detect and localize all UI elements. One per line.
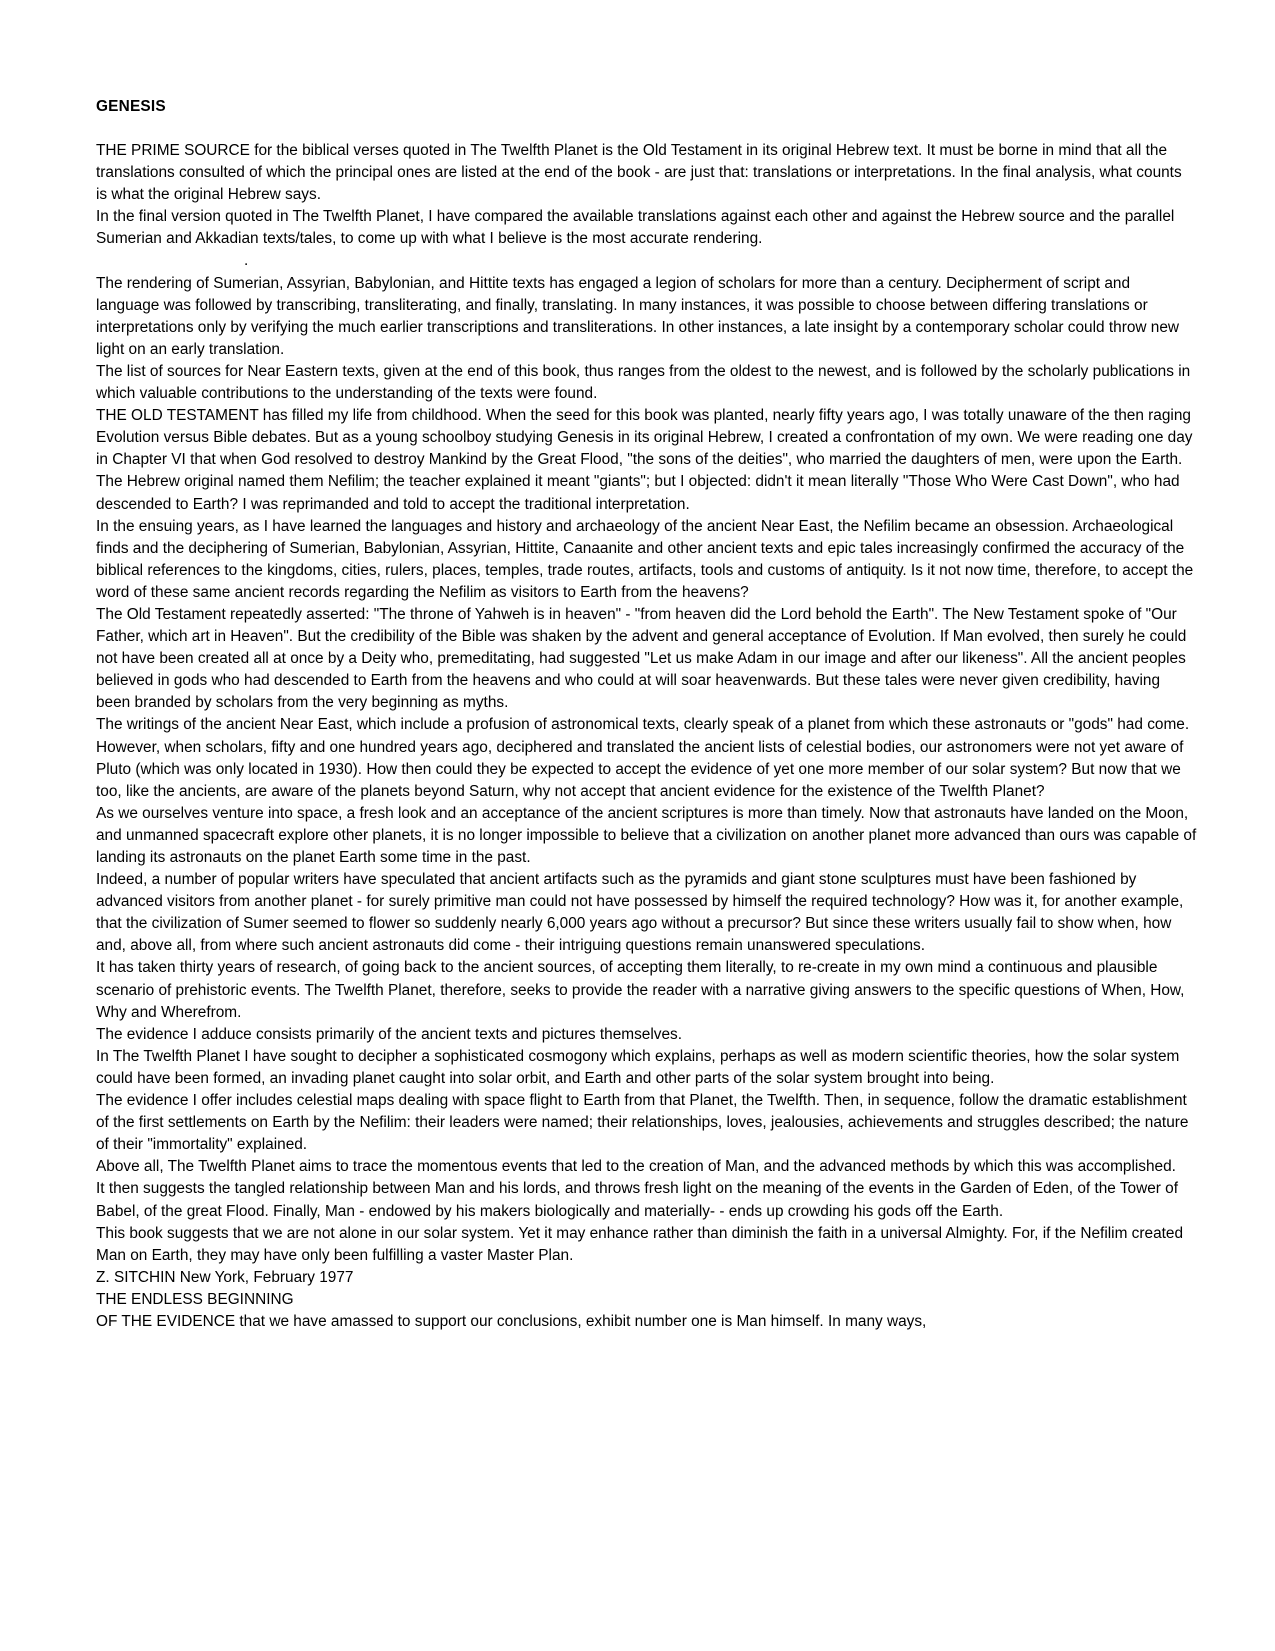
paragraph-throne-of-yahweh: The Old Testament repeatedly asserted: "The throne of Yahweh is in heaven" - "from heaven did the Lord behold the Earth". The New Testament spoke of "Our Father, which art in Heaven". But the credibility of the Bible was shaken by the advent and general acceptance of Evolution. If Man evolved, then surely he could not have been created all at once by a Deity who, premeditating, had suggested "Let us make Adam in our image and after our likeness". All the ancient peoples believed in gods who had descended to Earth from the heavens and who could at will soar heavenwards. But these tales were never given credibility, having been branded by scholars from the very beginning as myths.	[96, 605, 1191, 712]
paragraph-of-the-evidence: OF THE EVIDENCE that we have amassed to support our conclusions, exhibit number one is Man himself. In many ways,	[96, 1312, 927, 1330]
page-title: GENESIS	[96, 98, 166, 115]
author-signature: Z. SITCHIN New York, February 1977	[96, 1268, 354, 1286]
paragraph-creation-of-man: Above all, The Twelfth Planet aims to trace the momentous events that led to the creation of Man, and the advanced methods by which this was accomplished.	[96, 1158, 1176, 1176]
paragraph-evidence-adduce: The evidence I adduce consists primarily of the ancient texts and pictures themselves.	[96, 1025, 682, 1043]
section-heading-endless-beginning: THE ENDLESS BEGINNING	[96, 1290, 294, 1308]
paragraph-final-version: In the final version quoted in The Twelfth Planet, I have compared the available translations against each other and against the Hebrew source and the parallel Sumerian and Akkadian texts/tales, to come up with what I believe is the most accurate rendering.	[96, 208, 1179, 248]
paragraph-popular-writers: Indeed, a number of popular writers have speculated that ancient artifacts such as the pyramids and giant stone sculptures must have been fashioned by advanced visitors from another planet - for surely primitive man could not have possessed by himself the required technology? How was it, for another example, that the civilization of Sumer seemed to flower so suddenly nearly 6,000 years ago without a precursor? But since these writers usually fail to show when, how and, above all, from where such ancient astronauts did come - their intriguing questions remain unanswered speculations.	[96, 871, 1188, 955]
paragraph-old-testament: THE OLD TESTAMENT has filled my life from childhood. When the seed for this book was planted, nearly fifty years ago, I was totally unaware of the then raging Evolution versus Bible debates. But as a young schoolboy studying Genesis in its original Hebrew, I created a confrontation of my own. We were reading one day in Chapter VI that when God resolved to destroy Mankind by the Great Flood, "the sons of the deities", who married the daughters of men, were upon the Earth. The Hebrew original named them Nefilim; the teacher explained it meant "giants"; but I objected: didn't it mean literally "Those Who Were Cast Down", who had descended to Earth? I was reprimanded and told to accept the traditional interpretation.	[96, 407, 1197, 513]
paragraph-cosmogony: In The Twelfth Planet I have sought to decipher a sophisticated cosmogony which explains, perhaps as well as modern scientific theories, how the solar system could have been formed, an invading planet caught into solar orbit, and Earth and other parts of the solar system brought into being.	[96, 1047, 1184, 1087]
paragraph-garden-of-eden: It then suggests the tangled relationship between Man and his lords, and throws fresh light on the meaning of the events in the Garden of Eden, of the Tower of Babel, of the great Flood. Finally, Man - endowed by his makers biologically and materially- - ends up crowding his gods off the Earth.	[96, 1180, 1183, 1220]
paragraph-thirty-years-research: It has taken thirty years of research, of going back to the ancient sources, of accepting them literally, to re-create in my own mind a continuous and plausible scenario of prehistoric events. The Twelfth Planet, therefore, seeks to provide the reader with a narrative giving answers to the specific questions of When, How, Why and Wherefrom.	[96, 959, 1189, 1021]
paragraph-writings-near-east: The writings of the ancient Near East, which include a profusion of astronomical texts, clearly speak of a planet from which these astronauts or "gods" had come. However, when scholars, fifty and one hundred years ago, deciphered and translated the ancient lists of celestial bodies, our astronomers were not yet aware of Pluto (which was only located in 1930). How then could they be expected to accept the evidence of yet one more member of our solar system? But now that we too, like the ancients, are aware of the planets beyond Saturn, why not accept that ancient evidence for the existence of the Twelfth Planet?	[96, 716, 1194, 800]
paragraph-rendering-sumerian: The rendering of Sumerian, Assyrian, Babylonian, and Hittite texts has engaged a legion of scholars for more than a century. Decipherment of script and language was followed by transcribing, transliterating, and finally, translating. In many instances, it was possible to choose between differing translations or interpretations only by verifying the much earlier transcriptions and transliterations. In other instances, a late insight by a contemporary scholar could throw new light on an early translation.	[96, 274, 1184, 358]
paragraph-prime-source: THE PRIME SOURCE for the biblical verses quoted in The Twelfth Planet is the Old Testament in its original Hebrew text. It must be borne in mind that all the translations consulted of which the principal ones are listed at the end of the book - are just that: translations or interpretations. In the final analysis, what counts is what the original Hebrew says.	[96, 142, 1186, 204]
stray-period-mark: .	[244, 252, 249, 270]
paragraph-celestial-maps: The evidence I offer includes celestial maps dealing with space flight to Earth from that Planet, the Twelfth. Then, in sequence, follow the dramatic establishment of the first settlements on Earth by the Nefilim: their leaders were named; their relationships, loves, jealousies, achievements and struggles described; the nature of their "immortality" explained.	[96, 1092, 1193, 1154]
paragraph-not-alone: This book suggests that we are not alone in our solar system. Yet it may enhance rather than diminish the faith in a universal Almighty. For, if the Nefilim created Man on Earth, they may have only been fulfilling a vaster Master Plan.	[96, 1224, 1188, 1264]
paragraph-ensuing-years: In the ensuing years, as I have learned the languages and history and archaeology of the ancient Near East, the Nefilim became an obsession. Archaeological finds and the deciphering of Sumerian, Babylonian, Assyrian, Hittite, Canaanite and other ancient texts and epic tales increasingly confirmed the accuracy of the biblical references to the kingdoms, cities, rulers, places, temples, trade routes, artifacts, tools and customs of antiquity. Is it not now time, therefore, to accept the word of these same ancient records regarding the Nefilim as visitors to Earth from the heavens?	[96, 517, 1198, 601]
paragraph-venture-into-space: As we ourselves venture into space, a fresh look and an acceptance of the ancient scriptures is more than timely. Now that astronauts have landed on the Moon, and unmanned spacecraft explore other planets, it is no longer impossible to believe that a civilization on another planet more advanced than ours was capable of landing its astronauts on the planet Earth some time in the past.	[96, 804, 1201, 866]
paragraph-list-of-sources: The list of sources for Near Eastern texts, given at the end of this book, thus ranges from the oldest to the newest, and is followed by the scholarly publications in which valuable contributions to the understanding of the texts were found.	[96, 362, 1195, 403]
